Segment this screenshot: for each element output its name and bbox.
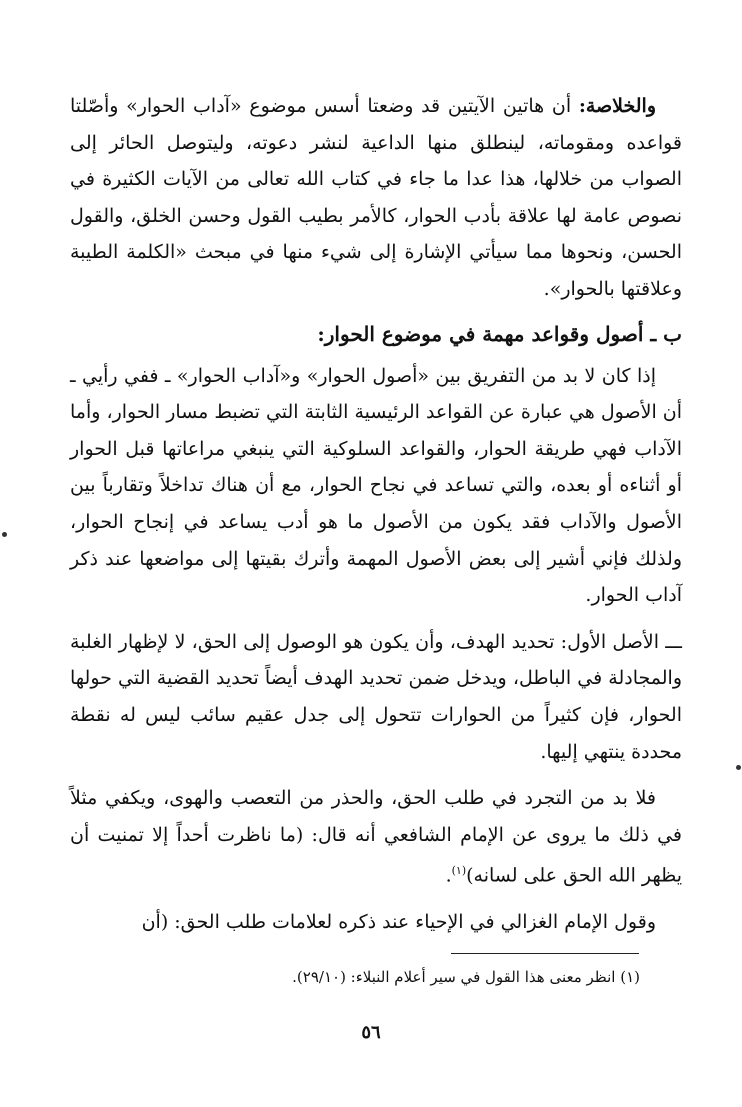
conclusion-paragraph [70, 88, 682, 308]
paragraph-principles-vs-manners: إذا كان لا بد من التفريق بين «أصول الحوار» و«آداب الحوار» ـ ففي رأيي ـ أن الأصول هي عبارة عن القواعد الرئيسية الثابتة التي تضبط مسار الحوار، وأما الآداب فهي طريقة الحوار، والقواعد السلوكية التي ينبغي مراعاتها قبل الحوار أو أثناءه أو بعده، والتي تساعد في نجاح الحوار، مع أن هناك تداخلاً وتقارباً بين الأصول والآداب فقد يكون من الأصول ما هو أدب يساعد في إنجاح الحوار، ولذلك فإني أشير إلى بعض الأصول المهمة وأترك بقيتها إلى مواضعها عند ذكر آداب الحوار. [70, 364, 682, 607]
footnote-reference: (١) [451, 864, 467, 878]
paragraph-first-principle: ـــ الأصل الأول: تحديد الهدف، وأن يكون هو الوصول إلى الحق، لا لإظهار الغلبة والمجادلة في الباطل، ويدخل ضمن تحديد الهدف أيضاً تحديد القضية التي حولها الحوار، فإن كثيراً من الحوارات تتحول إلى جدل عقيم سائب ليس له نقطة محددة ينتهي إليها. [70, 630, 682, 763]
page-number: ٥٦ [361, 1022, 381, 1043]
conclusion-text: أن هاتين الآيتين قد وضعتا أسس موضوع «آداب الحوار» وأصّلتا قواعده ومقوماته، لينطلق منها الداعية لنشر دعوته، وليتوصل الحائر إلى الصواب من خلالها، هذا عدا ما جاء في كتاب الله تعالى من الآيات الكثيرة في نصوص عامة لها علاقة بأدب الحوار، كالأمر بطيب القول وحسن الخلق، والقول الحسن، ونحوها مما سيأتي الإشارة إلى شيء منها في مبحث «الكلمة الطيبة وعلاقتها بالحوار». [70, 95, 682, 300]
shafii-quote-text: فلا بد من التجرد في طلب الحق، والحذر من التعصب والهوى، ويكفي مثلاً في ذلك ما يروى عن الإمام الشافعي أنه قال: (ما ناظرت أحداً إلا تمنيت أن يظهر الله الحق على لسانه) [70, 787, 682, 887]
paragraph-ghazali: وقول الإمام الغزالي في الإحياء عند ذكره لعلامات طلب الحق: (أن [141, 911, 656, 934]
footnote: (١) انظر معنى هذا القول في سير أعلام النبلاء: (٢٩/١٠). [292, 968, 640, 986]
margin-speck [736, 765, 741, 770]
conclusion-lead: والخلاصة: [578, 95, 657, 117]
footnote-divider [451, 953, 639, 954]
section-heading: ب ـ أصول وقواعد مهمة في موضوع الحوار: [317, 321, 682, 346]
paragraph-shafii-quote [70, 780, 682, 894]
margin-speck [2, 532, 7, 537]
page-body [70, 88, 682, 941]
shafii-quote-end: . [445, 864, 452, 887]
